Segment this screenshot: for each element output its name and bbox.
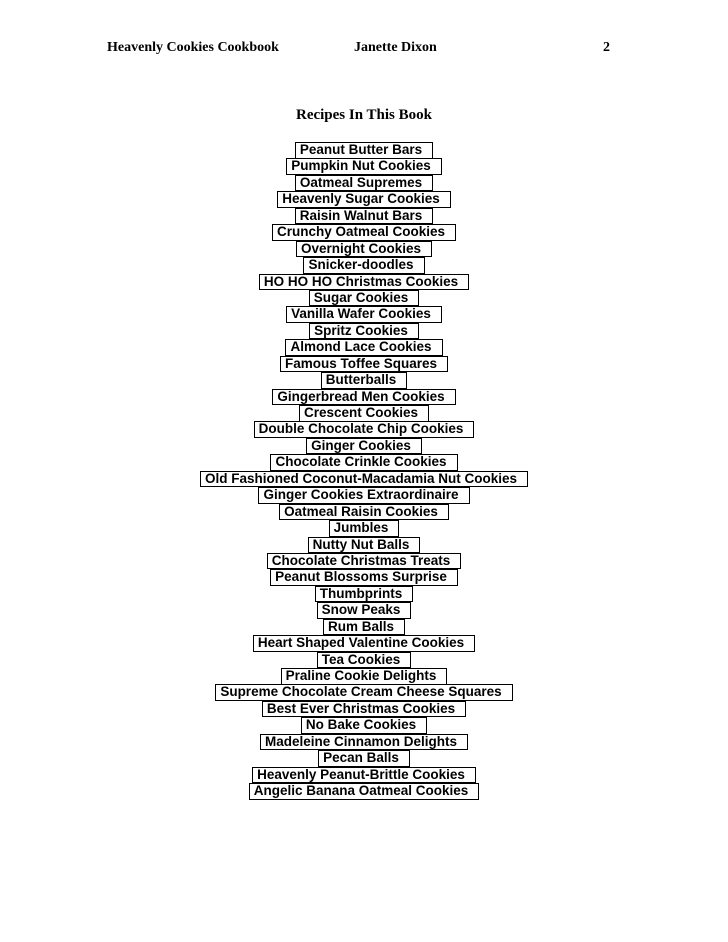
- recipe-link[interactable]: Famous Toffee Squares: [280, 356, 448, 373]
- list-item: [0, 766, 728, 782]
- list-item: [0, 667, 728, 683]
- list-item: [0, 634, 728, 650]
- list-item: [0, 174, 728, 190]
- list-item: [0, 618, 728, 634]
- recipe-link[interactable]: Tea Cookies: [317, 652, 412, 669]
- list-item: [0, 568, 728, 584]
- list-item: [0, 289, 728, 305]
- recipe-link[interactable]: Pumpkin Nut Cookies: [286, 158, 442, 175]
- recipe-link[interactable]: HO HO HO Christmas Cookies: [259, 274, 469, 291]
- list-item: [0, 157, 728, 173]
- list-item: [0, 273, 728, 289]
- recipe-link[interactable]: Oatmeal Raisin Cookies: [279, 504, 449, 521]
- recipe-link[interactable]: Ginger Cookies: [306, 438, 422, 455]
- list-item: [0, 141, 728, 157]
- recipe-link[interactable]: Jumbles: [329, 520, 400, 537]
- recipe-link[interactable]: Heavenly Sugar Cookies: [277, 191, 451, 208]
- list-item: [0, 552, 728, 568]
- list-item: [0, 420, 728, 436]
- list-item: [0, 256, 728, 272]
- recipe-link[interactable]: Rum Balls: [323, 619, 405, 636]
- recipe-link[interactable]: Vanilla Wafer Cookies: [286, 306, 442, 323]
- recipe-link[interactable]: Madeleine Cinnamon Delights: [260, 734, 468, 751]
- list-item: [0, 388, 728, 404]
- recipe-link[interactable]: Old Fashioned Coconut-Macadamia Nut Cookies: [200, 471, 528, 488]
- list-item: [0, 240, 728, 256]
- recipe-link[interactable]: Sugar Cookies: [309, 290, 420, 307]
- recipe-link[interactable]: Best Ever Christmas Cookies: [262, 701, 466, 718]
- list-item: [0, 404, 728, 420]
- recipe-list: [0, 141, 728, 799]
- list-item: [0, 190, 728, 206]
- list-item: [0, 536, 728, 552]
- recipe-link[interactable]: Heart Shaped Valentine Cookies: [253, 635, 475, 652]
- recipe-link[interactable]: Angelic Banana Oatmeal Cookies: [249, 783, 480, 800]
- recipe-link[interactable]: Supreme Chocolate Cream Cheese Squares: [215, 684, 512, 701]
- list-item: [0, 749, 728, 765]
- list-item: [0, 207, 728, 223]
- list-item: [0, 338, 728, 354]
- list-item: [0, 683, 728, 699]
- list-item: [0, 453, 728, 469]
- recipe-link[interactable]: Chocolate Crinkle Cookies: [270, 454, 457, 471]
- list-item: [0, 519, 728, 535]
- list-item: [0, 437, 728, 453]
- list-item: [0, 700, 728, 716]
- recipe-link[interactable]: Peanut Butter Bars: [295, 142, 433, 159]
- recipe-link[interactable]: Overnight Cookies: [296, 241, 432, 258]
- list-item: [0, 782, 728, 798]
- recipe-link[interactable]: Butterballs: [321, 372, 408, 389]
- recipe-link[interactable]: Snicker-doodles: [303, 257, 424, 274]
- list-item: [0, 355, 728, 371]
- list-item: [0, 322, 728, 338]
- header-page-number: 2: [603, 40, 610, 55]
- recipe-link[interactable]: Oatmeal Supremes: [295, 175, 433, 192]
- list-item: [0, 733, 728, 749]
- list-item: [0, 305, 728, 321]
- page-header: [0, 40, 728, 60]
- list-item: [0, 601, 728, 617]
- list-item: [0, 470, 728, 486]
- recipe-link[interactable]: Raisin Walnut Bars: [295, 208, 434, 225]
- recipe-link[interactable]: Thumbprints: [315, 586, 414, 603]
- list-item: [0, 503, 728, 519]
- recipe-link[interactable]: Gingerbread Men Cookies: [272, 389, 455, 406]
- list-item: [0, 651, 728, 667]
- list-item: [0, 223, 728, 239]
- recipe-link[interactable]: Praline Cookie Delights: [281, 668, 448, 685]
- recipe-link[interactable]: Nutty Nut Balls: [308, 537, 421, 554]
- recipe-link[interactable]: Crunchy Oatmeal Cookies: [272, 224, 456, 241]
- recipe-link[interactable]: Double Chocolate Chip Cookies: [254, 421, 475, 438]
- toc-title: Recipes In This Book: [295, 107, 432, 123]
- list-item: [0, 585, 728, 601]
- recipe-link[interactable]: Almond Lace Cookies: [285, 339, 442, 356]
- recipe-link[interactable]: Snow Peaks: [317, 602, 412, 619]
- recipe-link[interactable]: Pecan Balls: [318, 750, 410, 767]
- recipe-link[interactable]: Spritz Cookies: [309, 323, 419, 340]
- list-item: [0, 371, 728, 387]
- list-item: [0, 716, 728, 732]
- recipe-link[interactable]: Ginger Cookies Extraordinaire: [258, 487, 469, 504]
- header-book-title: Heavenly Cookies Cookbook: [107, 40, 279, 55]
- recipe-link[interactable]: Peanut Blossoms Surprise: [270, 569, 458, 586]
- header-author: Janette Dixon: [354, 40, 437, 55]
- recipe-link[interactable]: Chocolate Christmas Treats: [267, 553, 462, 570]
- recipe-link[interactable]: No Bake Cookies: [301, 717, 427, 734]
- list-item: [0, 486, 728, 502]
- recipe-link[interactable]: Crescent Cookies: [299, 405, 429, 422]
- recipe-link[interactable]: Heavenly Peanut-Brittle Cookies: [252, 767, 476, 784]
